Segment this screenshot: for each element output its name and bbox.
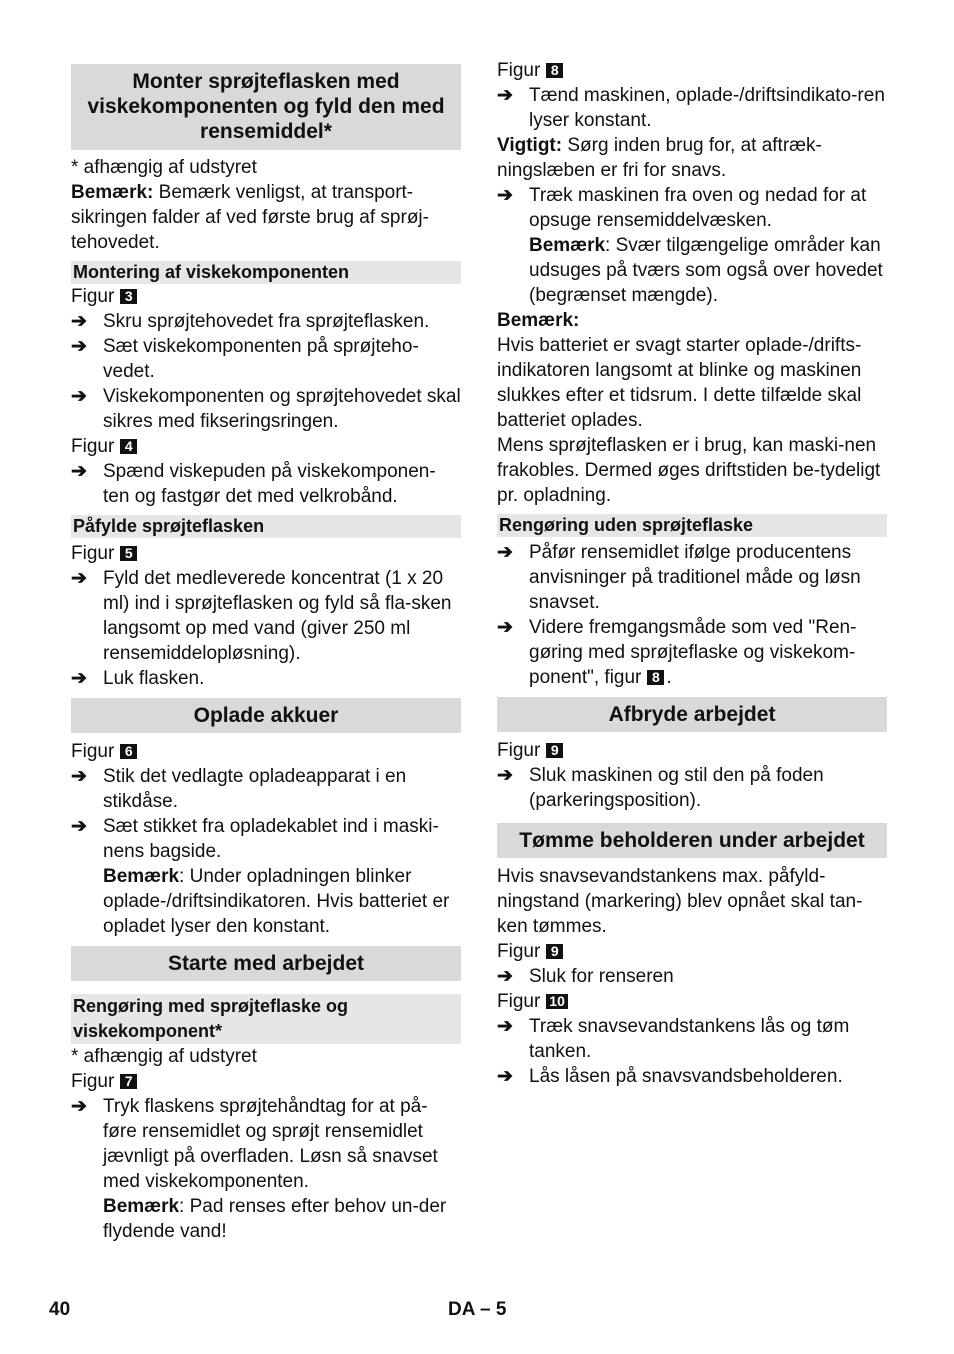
- figure-label: Figur: [71, 543, 115, 564]
- note-text: : Under opladningen blinker oplade-/driftsindikatoren. Hvis batteriet er opladet lyser den konstant.: [103, 866, 450, 937]
- figure-label: Figur: [497, 60, 541, 81]
- note-label: Bemærk:: [497, 310, 580, 331]
- arrow-icon: ➔: [497, 966, 513, 987]
- section-title-empty: Tømme beholderen under arbejdet: [497, 823, 887, 858]
- note-label: Bemærk: [529, 235, 606, 256]
- step-item: [71, 384, 461, 434]
- arrow-icon: ➔: [71, 461, 87, 482]
- figure-ref-6: [71, 739, 461, 764]
- step-item: [71, 1094, 461, 1244]
- arrow-icon: ➔: [497, 185, 513, 206]
- note-heading: [497, 308, 887, 333]
- step-text: Sæt stikket fra opladekablet ind i maski-nens bagside.: [103, 816, 439, 862]
- step-item: [71, 566, 461, 666]
- figure-ref-7: [71, 1069, 461, 1094]
- arrow-icon: ➔: [497, 1066, 513, 1087]
- step-text: Fyld det medleverede koncentrat (1 x 20 ml) ind i sprøjteflasken og fyld så fla-sken langsomt op med vand (giver 250 ml rensemiddelopløsning).: [103, 568, 452, 664]
- step-item: [71, 814, 461, 939]
- subsection-title-fill: Påfylde sprøjteflasken: [71, 515, 461, 538]
- note-label: Bemærk:: [71, 182, 154, 203]
- right-column: [497, 58, 887, 1089]
- section-title-start: Starte med arbejdet: [71, 946, 461, 981]
- clean-footnote: * afhængig af udstyret: [71, 1046, 257, 1067]
- step-item: [71, 309, 461, 334]
- step-text: Tænd maskinen, oplade-/driftsindikato-ren lyser konstant.: [529, 85, 885, 131]
- arrow-icon: ➔: [71, 336, 87, 357]
- note-text: : Svær tilgængelige områder kan udsuges på tværs som også over hovedet (begrænset mængde).: [529, 235, 883, 306]
- step-text: Påfør rensemidlet ifølge producentens anvisninger på traditionel måde og løsn snavset.: [529, 542, 861, 613]
- arrow-icon: ➔: [71, 766, 87, 787]
- arrow-icon: ➔: [71, 1096, 87, 1117]
- step-text: Stik det vedlagte opladeapparat i en stikdåse.: [103, 766, 407, 812]
- important-label: Vigtigt:: [497, 135, 563, 156]
- arrow-icon: ➔: [71, 668, 87, 689]
- step-text: Træk maskinen fra oven og nedad for at opsuge rensemiddelvæsken.: [529, 185, 867, 231]
- figure-ref-4: [71, 434, 461, 459]
- step-text: Skru sprøjtehovedet fra sprøjteflasken.: [103, 311, 430, 332]
- important-text: Sørg inden brug for, at aftræk-ningslæben er fri for snavs.: [497, 135, 822, 181]
- step-item: [71, 459, 461, 509]
- figure-number-badge: 9: [546, 743, 563, 758]
- step-text: Videre fremgangsmåde som ved "Ren-gøring med sprøjteflaske og viskekom-ponent", figur: [529, 617, 857, 688]
- step-item: [497, 615, 887, 690]
- figure-label: Figur: [497, 991, 541, 1012]
- note-paragraph-2: Mens sprøjteflasken er i brug, kan maski-nen frakobles. Dermed øges driftstiden be-tydeligt pr. opladning.: [497, 435, 881, 506]
- left-column: [71, 58, 461, 1244]
- step-item: [497, 763, 887, 813]
- step-text: Luk flasken.: [103, 668, 205, 689]
- step-text: Spænd viskepuden på viskekomponen-ten og fastgør det med velkrobånd.: [103, 461, 436, 507]
- figure-number-badge: 4: [120, 439, 137, 454]
- step-text: Sæt viskekomponenten på sprøjteho-vedet.: [103, 336, 419, 382]
- subsection-title-montering: Montering af viskekomponenten: [71, 261, 461, 284]
- subsection-title-noflask: Rengøring uden sprøjteflaske: [497, 514, 887, 537]
- figure-ref-3: [71, 284, 461, 309]
- step-item: [497, 183, 887, 308]
- figure-label: Figur: [497, 740, 541, 761]
- arrow-icon: ➔: [497, 617, 513, 638]
- figure-label: Figur: [71, 286, 115, 307]
- step-text: Lås låsen på snavsvandsbeholderen.: [529, 1066, 843, 1087]
- figure-number-badge: 8: [647, 670, 664, 685]
- step-text-end: .: [666, 667, 672, 688]
- step-item: [497, 540, 887, 615]
- section-title-mount: Monter sprøjteflasken med viskekomponenten og fyld den med rensemiddel*: [71, 64, 461, 150]
- figure-number-badge: 3: [120, 289, 137, 304]
- figure-number-badge: 6: [120, 744, 137, 759]
- page-number: 40: [49, 1299, 71, 1320]
- step-text: Sluk for renseren: [529, 966, 674, 987]
- figure-ref-9: [497, 738, 887, 763]
- note-text: : Pad renses efter behov un-der flydende vand!: [103, 1196, 447, 1242]
- arrow-icon: ➔: [497, 542, 513, 563]
- figure-label: Figur: [71, 741, 115, 762]
- arrow-icon: ➔: [71, 311, 87, 332]
- note-paragraph-1: Hvis batteriet er svagt starter oplade-/drifts-indikatoren langsomt at blinke og maskinen slukkes efter et tidsrum. I dette tilfælde skal batteriet oplades.: [497, 335, 862, 431]
- subsection-title-clean: Rengøring med sprøjteflaske og viskekomponent*: [71, 994, 461, 1044]
- figure-label: Figur: [497, 941, 541, 962]
- important-note: [497, 133, 887, 183]
- section-title-charge: Oplade akkuer: [71, 698, 461, 733]
- figure-label: Figur: [71, 1071, 115, 1092]
- figure-number-badge: 8: [546, 63, 563, 78]
- step-item: [497, 1014, 887, 1064]
- step-item: [71, 334, 461, 384]
- note-label: Bemærk: [103, 866, 180, 887]
- step-item: [71, 764, 461, 814]
- step-item: [497, 964, 887, 989]
- figure-ref-8: [497, 58, 887, 83]
- note-text: Bemærk venligst, at transport-sikringen falder af ved første brug af sprøj-tehovedet.: [71, 182, 429, 253]
- arrow-icon: ➔: [497, 85, 513, 106]
- arrow-icon: ➔: [497, 765, 513, 786]
- figure-number-badge: 9: [546, 944, 563, 959]
- step-item: [497, 83, 887, 133]
- step-text: Tryk flaskens sprøjtehåndtag for at på-føre rensemidlet og sprøjt rensemidlet jævnligt på overfladen. Løsn så snavset med viskekomponenten.: [103, 1096, 438, 1192]
- figure-ref-10: [497, 989, 887, 1014]
- arrow-icon: ➔: [71, 568, 87, 589]
- figure-label: Figur: [71, 436, 115, 457]
- arrow-icon: ➔: [71, 816, 87, 837]
- mount-note: [71, 180, 461, 255]
- arrow-icon: ➔: [71, 386, 87, 407]
- step-text: Viskekomponenten og sprøjtehovedet skal sikres med fikseringsringen.: [103, 386, 461, 432]
- step-item: [71, 666, 461, 691]
- figure-ref-5: [71, 541, 461, 566]
- mount-footnote: * afhængig af udstyret: [71, 157, 257, 178]
- step-text: Træk snavsevandstankens lås og tøm tanken.: [529, 1016, 850, 1062]
- empty-paragraph: Hvis snavsevandstankens max. påfyld-ningstand (markering) blev opnået skal tan-ken tømmes.: [497, 866, 863, 937]
- section-label: DA – 5: [448, 1299, 507, 1320]
- step-item: [497, 1064, 887, 1089]
- figure-number-badge: 7: [120, 1074, 137, 1089]
- step-text: Sluk maskinen og stil den på foden (parkeringsposition).: [529, 765, 824, 811]
- figure-ref-9b: [497, 939, 887, 964]
- section-title-stop: Afbryde arbejdet: [497, 697, 887, 732]
- figure-number-badge: 10: [546, 994, 568, 1009]
- note-label: Bemærk: [103, 1196, 180, 1217]
- figure-number-badge: 5: [120, 546, 137, 561]
- arrow-icon: ➔: [497, 1016, 513, 1037]
